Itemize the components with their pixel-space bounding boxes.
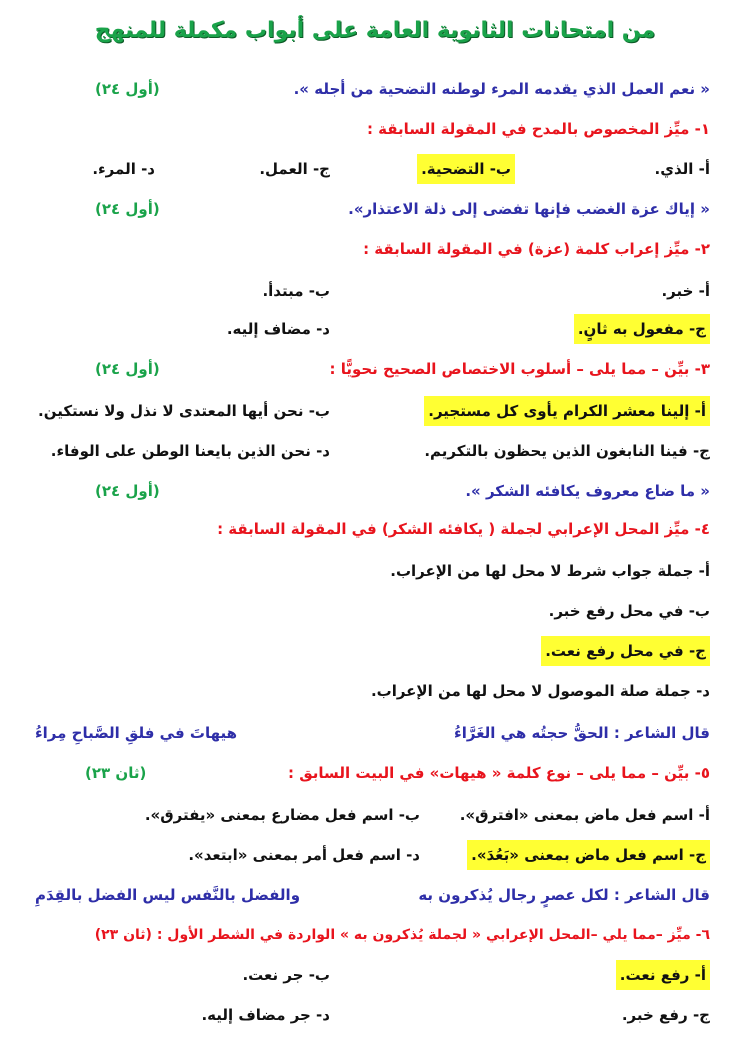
q4-option-a[interactable]: أ- جملة جواب شرط لا محل لها من الإعراب. (390, 562, 710, 580)
q5-verse-intro: قال الشاعر : الحقُّ حجتُه هي الغَرَّاءُ (454, 724, 710, 742)
q5-option-b[interactable]: ب- اسم فعل مضارع بمعنى «يفترق». (144, 806, 420, 824)
q5-verse-second: هيهاتَ في فلقِ الصَّباحِ مِراءُ (35, 724, 238, 742)
q6-verse-row (0, 880, 750, 916)
q4-option-c[interactable]: ج- في محل رفع نعت. (541, 636, 710, 666)
q2-option-b[interactable]: ب- مبتدأ. (262, 282, 330, 300)
q3-question: ٣- بيِّن – مما يلى – أسلوب الاختصاص الصحيح نحويًّا : (329, 360, 710, 378)
q6-option-d[interactable]: د- جر مضاف إليه. (201, 1006, 330, 1024)
q5-verse-row (0, 718, 750, 754)
q3-options-row-1 (0, 396, 750, 432)
q3-option-c[interactable]: ج- فينا النابغون الذين يحظون بالتكريم. (424, 442, 710, 460)
q5-options-row-1 (0, 800, 750, 836)
q1-option-c[interactable]: ج- العمل. (259, 160, 330, 178)
q5-exam-tag: (ثان ٢٣) (85, 764, 147, 782)
q1-options-row (0, 154, 750, 190)
q1-option-d[interactable]: د- المرء. (92, 160, 155, 178)
q1-option-b[interactable]: ب- التضحية. (417, 154, 515, 184)
q3-option-b[interactable]: ب- نحن أيها المعتدى لا نذل ولا نستكين. (38, 402, 330, 420)
q5-option-a[interactable]: أ- اسم فعل ماض بمعنى «افترق». (459, 806, 710, 824)
q5-question-row (0, 758, 750, 794)
q1-question-row (0, 114, 750, 150)
q6-verse-second: والفضل بالنَّفس ليس الفضل بالقِدَمِ (35, 886, 301, 904)
q5-option-d[interactable]: د- اسم فعل أمر بمعنى «ابتعد». (188, 846, 420, 864)
q6-option-c[interactable]: ج- رفع خبر. (621, 1006, 710, 1024)
q5-question: ٥- بيِّن – مما يلى – نوع كلمة « هيهات» في البيت السابق : (288, 764, 710, 782)
q6-options-row-1 (0, 960, 750, 996)
q2-options-row-1 (0, 276, 750, 312)
q2-options-row-2 (0, 314, 750, 350)
q1-option-a[interactable]: أ- الذي. (654, 160, 710, 178)
q6-options-row-2 (0, 1000, 750, 1036)
q3-option-a[interactable]: أ- إلينا معشر الكرام يأوى كل مستجير. (424, 396, 710, 426)
q4-question: ٤- ميِّز المحل الإعرابي لجملة ( يكافئه الشكر) في المقولة السابقة : (217, 520, 710, 538)
q4-option-a-row (0, 556, 750, 592)
q3-options-row-2 (0, 436, 750, 472)
q4-option-d-row (0, 676, 750, 712)
q2-option-d[interactable]: د- مضاف إليه. (226, 320, 330, 338)
q6-question-row (0, 920, 750, 956)
q1-question: ١- ميِّز المخصوص بالمدح في المقولة السابقة : (366, 120, 710, 138)
q3-question-row (0, 354, 750, 390)
q2-option-c[interactable]: ج- مفعول به ثانٍ. (574, 314, 710, 344)
q6-option-a[interactable]: أ- رفع نعت. (616, 960, 710, 990)
q1-exam-tag: (أول ٢٤) (95, 80, 160, 98)
q3-option-d[interactable]: د- نحن الذين بايعنا الوطن على الوفاء. (50, 442, 330, 460)
q2-quote-row (0, 194, 750, 230)
q1-quote-row (0, 74, 750, 110)
q4-question-row (0, 514, 750, 550)
q2-quote: « إياك عزة الغضب فإنها تفضى إلى ذلة الاعتذار». (348, 200, 710, 218)
q4-exam-tag: (أول ٢٤) (95, 482, 160, 500)
q4-option-c-row (0, 636, 750, 672)
q3-exam-tag: (أول ٢٤) (95, 360, 160, 378)
page-title: من امتحانات الثانوية العامة على أبواب مكملة للمنهج (94, 18, 656, 43)
q6-verse-intro: قال الشاعر : لكل عصرٍ رجال يُذكرون به (418, 886, 710, 904)
q6-option-b[interactable]: ب- جر نعت. (242, 966, 330, 984)
q5-option-c[interactable]: ج- اسم فعل ماض بمعنى «بَعُدَ». (467, 840, 710, 870)
q5-options-row-2 (0, 840, 750, 876)
q2-question: ٢- ميِّز إعراب كلمة (عزة) في المقولة السابقة : (363, 240, 710, 258)
q2-option-a[interactable]: أ- خبر. (661, 282, 710, 300)
q6-question: ٦- ميِّز –مما يلي –المحل الإعرابي « لجملة يُذكرون به » الواردة في الشطر الأول : (ثان ٢٣) (94, 927, 710, 943)
q2-exam-tag: (أول ٢٤) (95, 200, 160, 218)
q4-option-d[interactable]: د- جملة صلة الموصول لا محل لها من الإعراب. (370, 682, 710, 700)
q4-option-b-row (0, 596, 750, 632)
q4-quote-row (0, 476, 750, 512)
q1-quote: « نعم العمل الذي يقدمه المرء لوطنه التضحية من أجله ». (293, 80, 710, 98)
q4-option-b[interactable]: ب- في محل رفع خبر. (548, 602, 710, 620)
q4-quote: « ما ضاع معروف يكافئه الشكر ». (465, 482, 710, 500)
q2-question-row (0, 234, 750, 270)
